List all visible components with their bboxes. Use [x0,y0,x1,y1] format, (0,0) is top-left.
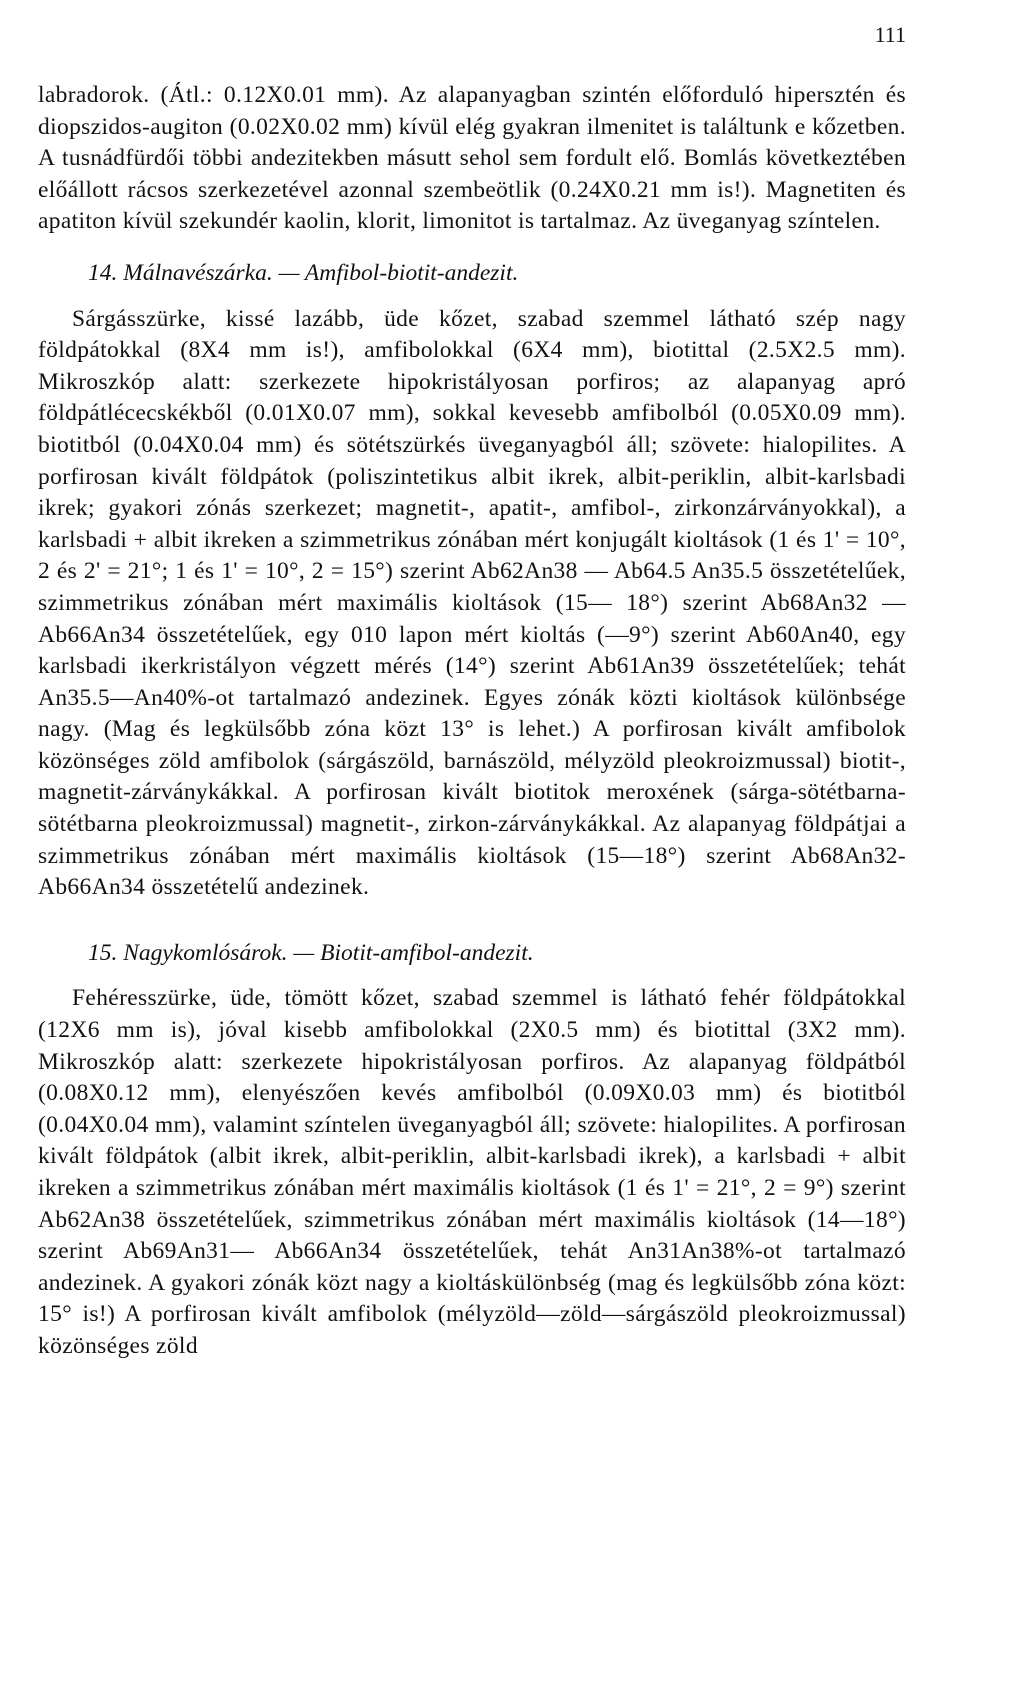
section-15-heading: 15. Nagykomlósárok. — Biotit-amfibol-andezit. [88,939,534,966]
section-15-paragraph: Fehéresszürke, üde, tömött kőzet, szabad szemmel is látható fehér földpátokkal (12X6 mm is), jóval kisebb amfibolokkal (2X0.5 mm) és biotittal (3X2 mm). Mikroszkóp alatt: szerkezete hipokristályosan porfiros. Az alapanyag földpátból (0.08X0.12 mm), elenyészően kevés amfibolból (0.09X0.03 mm) és biotitból (0.04X0.04 mm), valamint színtelen üveganyagból áll; szövete: hialopilites. A porfirosan kivált földpátok (albit ikrek, albit-periklin, albit-karlsbadi ikrek), a karlsbadi + albit ikreken a szimmetrikus zónában mért maximális kioltások (1 és 1' = 21°, 2 = 9°) szerint Ab62An38 összetételűek, szimmetrikus zónában mért maximális kioltások (14—18°) szerint Ab69An31— Ab66An34 összetételűek, tehát An31An38%-ot tartalmazó andezinek. A gyakori zónák közt nagy a kioltáskülönbség (mag és legkülsőbb zóna közt: 15° is!) A porfirosan kivált amfibolok (mélyzöld—zöld—sárgászöld pleokroizmussal) közönséges zöld [38,985,906,1359]
page-body [38,80,906,1363]
page-number: 111 [874,22,906,47]
intro-paragraph: labradorok. (Átl.: 0.12X0.01 mm). Az alapanyagban szintén előforduló hipersztén és diopszidos-augiton (0.02X0.02 mm) kívül elég gyakran ilmenitet is találtunk e kőzetben. A tusnádfürdői többi andezitekben másutt sehol sem fordult elő. Bomlás következtében előállott rácsos szerkezetével azonnal szembeötlik (0.24X0.21 mm is!). Magnetiten és apatiton kívül szekundér kaolin, klorit, limonitot is tartalmaz. Az üveganyag színtelen. [38,82,906,235]
section-14-heading: 14. Málnavészárka. — Amfibol-biotit-andezit. [88,259,519,286]
section-14-paragraph: Sárgásszürke, kissé lazább, üde kőzet, szabad szemmel látható szép nagy földpátokkal (8X4 mm is!), amfibolokkal (6X4 mm), biotittal (2.5X2.5 mm). Mikroszkóp alatt: szerkezete hipokristályosan porfiros; az alapanyag apró földpátlécecskékből (0.01X0.07 mm), sokkal kevesebb amfibolból (0.05X0.09 mm). biotitból (0.04X0.04 mm) és sötétszürkés üveganyagból áll; szövete: hialopilites. A porfirosan kivált földpátok (poliszintetikus albit ikrek, albit-periklin, albit-karlsbadi ikrek; gyakori zónás szerkezet; magnetit-, apatit-, amfibol-, zirkonzárványokkal), a karlsbadi + albit ikreken a szimmetrikus zónában mért konjugált kioltások (1 és 1' = 10°, 2 és 2' = 21°; 1 és 1' = 10°, 2 = 15°) szerint Ab62An38 — Ab64.5 An35.5 összetételűek, szimmetrikus zónában mért maximális kioltások (15— 18°) szerint Ab68An32 — Ab66An34 összetételűek, egy 010 lapon mért kioltás (—9°) szerint Ab60An40, egy karlsbadi ikerkristályon végzett mérés (14°) szerint Ab61An39 összetételűek; tehát An35.5—An40%-ot tartalmazó andezinek. Egyes zónák közti kioltások különbsége nagy. (Mag és legkülsőbb zóna közt 13° is lehet.) A porfirosan kivált amfibolok közönséges zöld amfibolok (sárgászöld, barnászöld, mélyzöld pleokroizmussal) biotit-, magnetit-zárványkákkal. A porfirosan kivált biotitok meroxének (sárga-sötétbarna-sötétbarna pleokroizmussal) magnetit-, zirkon-zárványkákkal. Az alapanyag földpátjai a szimmetrikus zónában mért maximális kioltások (15—18°) szerint Ab68An32- Ab66An34 összetételű andezinek. [38,305,906,901]
